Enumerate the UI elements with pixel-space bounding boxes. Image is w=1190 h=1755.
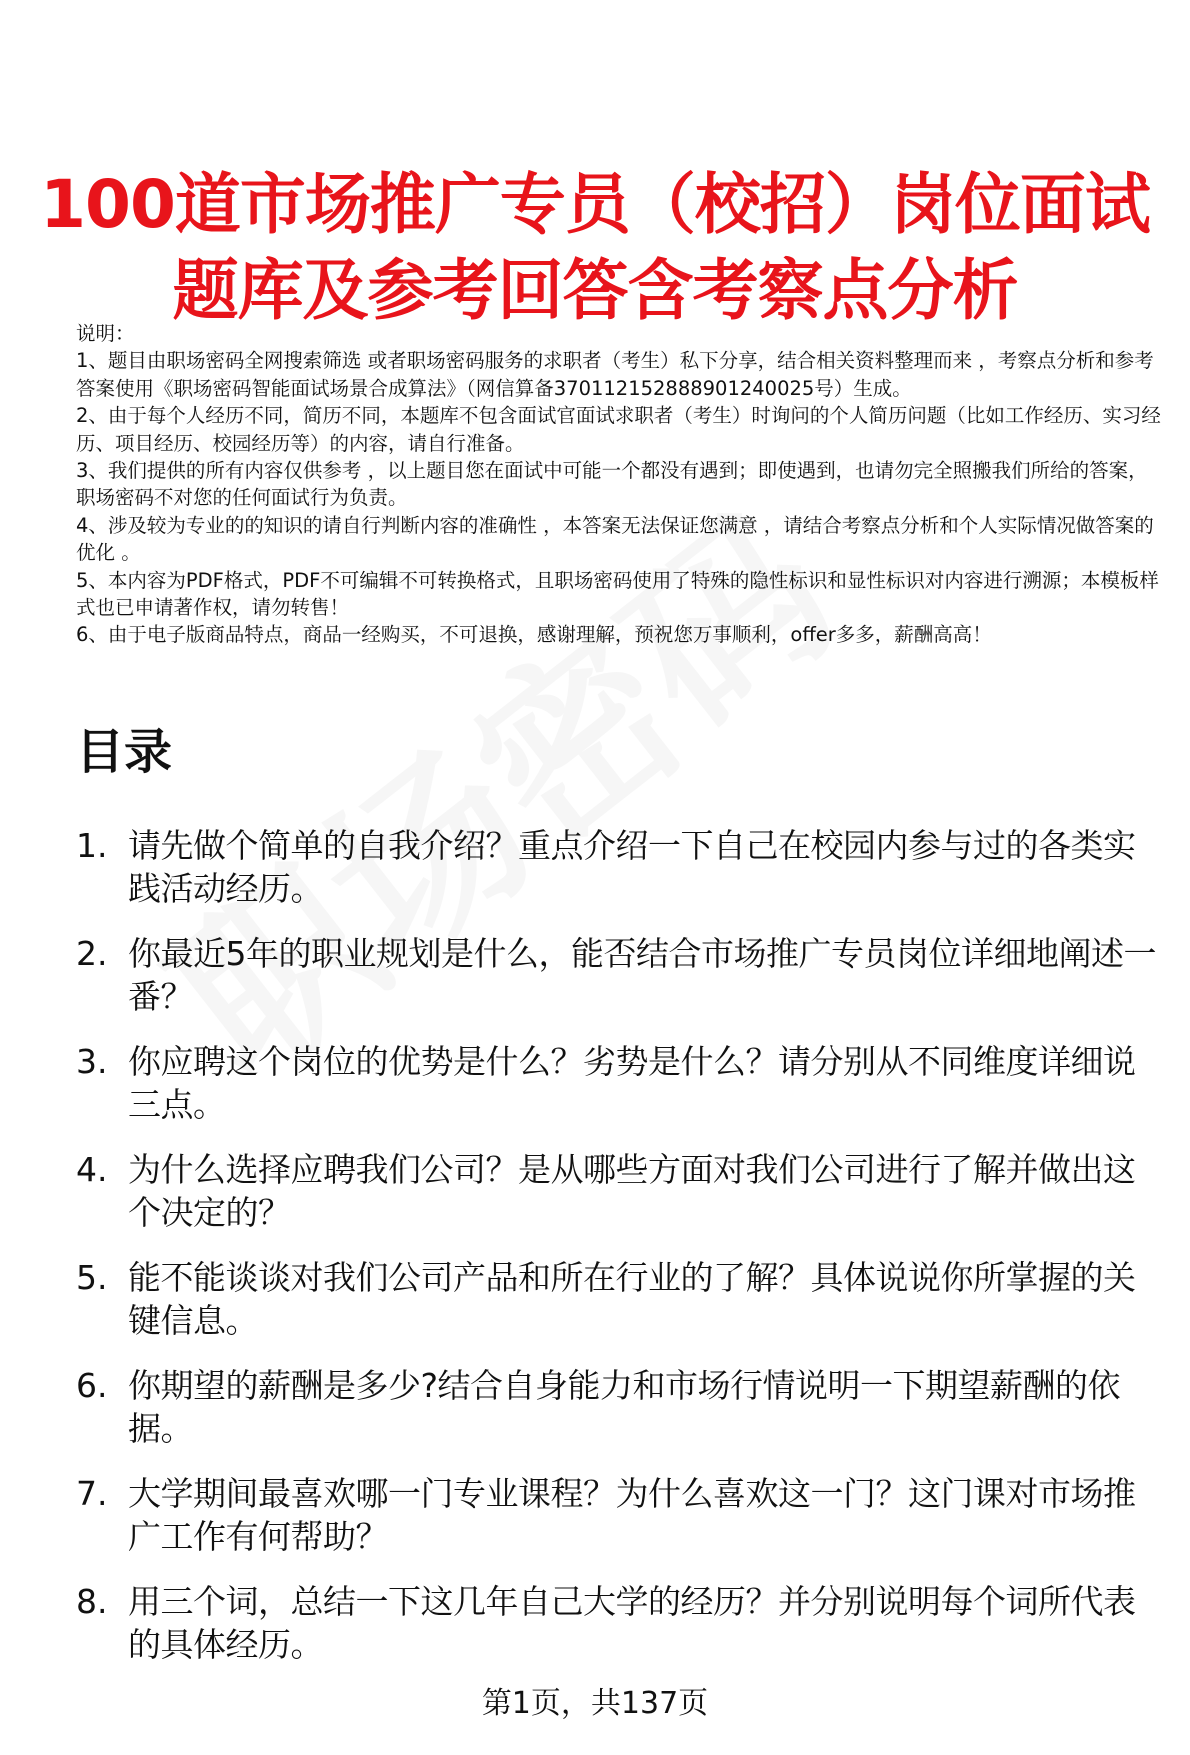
note-item: 3、我们提供的所有内容仅供参考 ，以上题目您在面试中可能一个都没有遇到；即使遇到，也请勿完全照搬我们所给的答案，职场密码不对您的任何面试行为负责。 xyxy=(76,459,1148,510)
toc-item-text: 你应聘这个岗位的优势是什么？劣势是什么？请分别从不同维度详细说三点。 xyxy=(128,1042,1136,1124)
toc-item[interactable] xyxy=(76,932,1166,1040)
toc-item-number: 8. xyxy=(76,1582,108,1621)
toc-item-number: 5. xyxy=(76,1258,108,1297)
toc-item-text: 你期望的薪酬是多少?结合自身能力和市场行情说明一下期望薪酬的依据。 xyxy=(128,1366,1121,1448)
page-footer: 第1页，共137页 xyxy=(481,1686,709,1721)
toc-item-number: 2. xyxy=(76,934,108,973)
toc-item-number: 6. xyxy=(76,1366,108,1405)
toc-item-number: 7. xyxy=(76,1474,108,1513)
notes-section xyxy=(76,320,1166,649)
toc-item-text: 用三个词，总结一下这几年自己大学的经历？并分别说明每个词所代表的具体经历。 xyxy=(128,1582,1136,1664)
toc-item-number: 1. xyxy=(76,826,108,865)
toc-item-text: 为什么选择应聘我们公司？是从哪些方面对我们公司进行了解并做出这个决定的？ xyxy=(128,1150,1136,1232)
toc-item[interactable] xyxy=(76,1580,1166,1688)
toc-item[interactable] xyxy=(76,1040,1166,1148)
note-item: 1、题目由职场密码全网搜索筛选 或者职场密码服务的求职者（考生）私下分享，结合相关资料整理而来 ，考察点分析和参考答案使用《职场密码智能面试场景合成算法》（网信算备370112152888901240025号）生成。 xyxy=(76,349,1154,400)
note-item: 5、本内容为PDF格式，PDF不可编辑不可转换格式，且职场密码使用了特殊的隐性标识和显性标识对内容进行溯源；本模板样式也已申请著作权，请勿转售！ xyxy=(76,568,1159,620)
note-item: 6、由于电子版商品特点，商品一经购买，不可退换，感谢理解，预祝您万事顺利，offer多多，薪酬高高！ xyxy=(76,623,992,647)
toc-item-text: 能不能谈谈对我们公司产品和所在行业的了解？具体说说你所掌握的关键信息。 xyxy=(128,1258,1136,1340)
note-item: 2、由于每个人经历不同，简历不同，本题库不包含面试官面试求职者（考生）时询问的个人简历问题（比如工作经历、实习经历、项目经历、校园经历等）的内容，请自行准备。 xyxy=(76,404,1161,455)
toc-item-text: 请先做个简单的自我介绍？重点介绍一下自己在校园内参与过的各类实践活动经历。 xyxy=(128,826,1136,908)
toc-item[interactable] xyxy=(76,824,1166,932)
toc-item-text: 你最近5年的职业规划是什么，能否结合市场推广专员岗位详细地阐述一番？ xyxy=(128,934,1156,1016)
toc-list xyxy=(76,824,1166,1688)
page-title: 100道市场推广专员（校招）岗位面试题库及参考回答含考察点分析 xyxy=(40,166,1150,330)
toc-item[interactable] xyxy=(76,1364,1166,1472)
toc-item[interactable] xyxy=(76,1256,1166,1364)
notes-heading: 说明： xyxy=(76,322,135,345)
note-item: 4、涉及较为专业的的知识的请自行判断内容的准确性 ，本答案无法保证您满意 ，请结合考察点分析和个人实际情况做答案的优化 。 xyxy=(76,513,1154,565)
toc-item[interactable] xyxy=(76,1148,1166,1256)
toc-item-number: 4. xyxy=(76,1150,108,1189)
toc-item-number: 3. xyxy=(76,1042,108,1081)
toc-heading: 目录 xyxy=(76,724,173,780)
toc-item-text: 大学期间最喜欢哪一门专业课程？为什么喜欢这一门？这门课对市场推广工作有何帮助？ xyxy=(128,1474,1136,1556)
toc-item[interactable] xyxy=(76,1472,1166,1580)
